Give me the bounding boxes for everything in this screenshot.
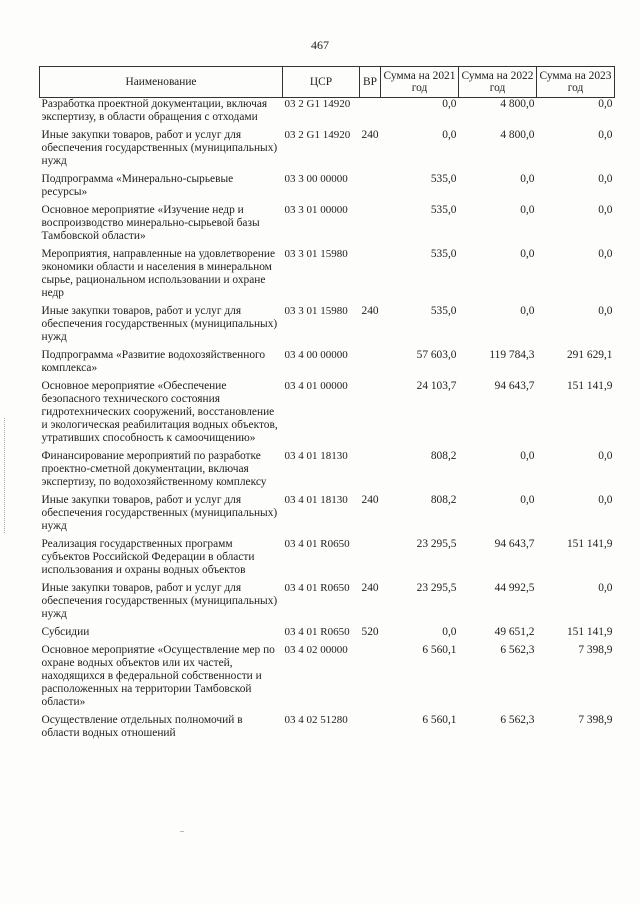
table-row (40, 129, 615, 173)
row-sum-2022: 44 992,5 (494, 582, 535, 594)
row-sum-2021: 57 603,0 (416, 349, 457, 361)
header-csr: ЦСР (283, 67, 360, 98)
row-vr (360, 98, 381, 130)
row-sum-2022: 49 651,2 (494, 626, 535, 638)
row-sum-2023: 7 398,9 (578, 714, 613, 726)
row-name: Разработка проектной документации, включая экспертизу, в области обращения с отходами (41, 98, 268, 123)
table-row (40, 644, 615, 714)
scan-dot (180, 831, 184, 832)
row-vr (360, 538, 381, 582)
row-sum-2021: 535,0 (430, 204, 457, 216)
table-body (40, 98, 615, 746)
row-sum-2022: 94 643,7 (494, 538, 535, 550)
row-vr: 520 (361, 626, 379, 638)
row-vr (360, 204, 381, 248)
row-name: Подпрограмма «Развитие водохозяйственного комплекса» (41, 349, 266, 374)
row-sum-2021: 808,2 (430, 494, 457, 506)
row-vr: 240 (361, 129, 379, 141)
row-csr: 03 3 01 15980 (284, 248, 348, 260)
row-sum-2023: 0,0 (598, 582, 613, 594)
row-sum-2023: 0,0 (598, 305, 613, 317)
row-sum-2023: 151 141,9 (566, 380, 613, 392)
row-sum-2021: 535,0 (430, 305, 457, 317)
header-vr: ВР (360, 67, 381, 98)
row-name: Основное мероприятие «Осуществление мер по охране водных объектов или их частей, находящихся в федеральной собственности и расположенных на территории Тамбовской области» (41, 644, 275, 708)
row-name: Осуществление отдельных полномочий в области водных отношений (41, 714, 243, 739)
row-sum-2023: 7 398,9 (578, 644, 613, 656)
row-sum-2022: 0,0 (520, 248, 535, 260)
row-name: Мероприятия, направленные на удовлетворение экономики области и населения в минеральном сырье, рациональном использовании и охране недр (41, 248, 276, 299)
row-sum-2022: 0,0 (520, 173, 535, 185)
row-sum-2023: 0,0 (598, 98, 613, 110)
row-csr: 03 4 01 18130 (284, 494, 348, 506)
row-sum-2023: 0,0 (598, 204, 613, 216)
row-name: Основное мероприятие «Изучение недр и воспроизводство минерально-сырьевой базы Тамбовской области» (41, 204, 260, 242)
table-row (40, 248, 615, 305)
row-csr: 03 4 01 00000 (284, 380, 348, 392)
table-row (40, 538, 615, 582)
row-sum-2021: 23 295,5 (416, 582, 457, 594)
header-sum-2021: Сумма на 2021 год (381, 67, 459, 98)
row-sum-2023: 151 141,9 (566, 538, 613, 550)
row-sum-2022: 4 800,0 (500, 98, 535, 110)
row-sum-2021: 23 295,5 (416, 538, 457, 550)
row-sum-2021: 535,0 (430, 173, 457, 185)
row-name: Основное мероприятие «Обеспечение безопасного технического состояния гидротехнических сооружений, восстановление и экологическая реабилитация водных объектов, утративших способность к самоочищению» (41, 380, 278, 444)
table-row (40, 582, 615, 626)
row-sum-2021: 24 103,7 (416, 380, 457, 392)
row-sum-2021: 0,0 (442, 626, 457, 638)
row-sum-2022: 6 562,3 (500, 714, 535, 726)
row-name: Иные закупки товаров, работ и услуг для обеспечения государственных (муниципальных) нужд (41, 129, 278, 167)
row-csr: 03 4 02 00000 (284, 644, 348, 656)
row-csr: 03 4 01 R0650 (284, 626, 350, 638)
page-number: 467 (311, 38, 329, 52)
row-sum-2021: 0,0 (442, 129, 457, 141)
row-sum-2022: 0,0 (520, 494, 535, 506)
row-vr: 240 (361, 582, 379, 594)
row-sum-2023: 0,0 (598, 450, 613, 462)
row-sum-2022: 119 784,3 (489, 349, 535, 361)
table-row (40, 714, 615, 745)
table-row (40, 450, 615, 494)
row-vr (360, 248, 381, 305)
row-vr (360, 714, 381, 745)
row-sum-2023: 0,0 (598, 248, 613, 260)
row-csr: 03 2 G1 14920 (284, 98, 351, 110)
row-csr: 03 4 01 R0650 (284, 582, 350, 594)
row-vr (360, 380, 381, 450)
row-vr: 240 (361, 305, 379, 317)
row-vr (360, 644, 381, 714)
header-sum-2023: Сумма на 2023 год (537, 67, 615, 98)
row-name: Иные закупки товаров, работ и услуг для обеспечения государственных (муниципальных) нужд (41, 494, 278, 532)
row-csr: 03 2 G1 14920 (284, 129, 351, 141)
scan-margin-mark (4, 418, 6, 533)
budget-table (39, 66, 615, 745)
row-vr (360, 173, 381, 204)
row-sum-2023: 291 629,1 (566, 349, 613, 361)
table-row (40, 380, 615, 450)
row-csr: 03 4 01 R0650 (284, 538, 350, 550)
row-name: Финансирование мероприятий по разработке проектно-сметной документации, включая экспертизу, по водохозяйственному комплексу (41, 450, 267, 488)
row-sum-2023: 0,0 (598, 494, 613, 506)
header-name: Наименование (40, 67, 283, 98)
row-sum-2021: 6 560,1 (422, 644, 457, 656)
table-row (40, 305, 615, 349)
row-name: Иные закупки товаров, работ и услуг для обеспечения государственных (муниципальных) нужд (41, 582, 278, 620)
row-sum-2021: 808,2 (430, 450, 457, 462)
row-sum-2022: 0,0 (520, 204, 535, 216)
row-sum-2023: 0,0 (598, 129, 613, 141)
header-sum-2022: Сумма на 2022 год (459, 67, 537, 98)
row-csr: 03 3 01 15980 (284, 305, 348, 317)
row-name: Реализация государственных программ субъектов Российской Федерации в области использования и охраны водных объектов (41, 538, 255, 576)
row-sum-2021: 0,0 (442, 98, 457, 110)
row-csr: 03 4 02 51280 (284, 714, 348, 726)
table-row (40, 494, 615, 538)
row-sum-2022: 0,0 (520, 305, 535, 317)
row-sum-2022: 0,0 (520, 450, 535, 462)
row-sum-2023: 0,0 (598, 173, 613, 185)
row-sum-2022: 6 562,3 (500, 644, 535, 656)
row-vr (360, 450, 381, 494)
row-csr: 03 4 01 18130 (284, 450, 348, 462)
row-csr: 03 4 00 00000 (284, 349, 348, 361)
row-sum-2023: 151 141,9 (566, 626, 613, 638)
row-name: Подпрограмма «Минерально-сырьевые ресурсы» (41, 173, 234, 198)
table-header (40, 67, 615, 98)
table-row (40, 98, 615, 130)
table-row (40, 349, 615, 380)
row-vr: 240 (361, 494, 379, 506)
row-sum-2022: 4 800,0 (500, 129, 535, 141)
row-csr: 03 3 01 00000 (284, 204, 348, 216)
table-row (40, 204, 615, 248)
row-vr (360, 349, 381, 380)
table-row (40, 173, 615, 204)
row-name: Субсидии (41, 626, 90, 638)
table-row (40, 626, 615, 644)
row-sum-2021: 535,0 (430, 248, 457, 260)
row-name: Иные закупки товаров, работ и услуг для обеспечения государственных (муниципальных) нужд (41, 305, 278, 343)
row-sum-2022: 94 643,7 (494, 380, 535, 392)
row-csr: 03 3 00 00000 (284, 173, 348, 185)
row-sum-2021: 6 560,1 (422, 714, 457, 726)
